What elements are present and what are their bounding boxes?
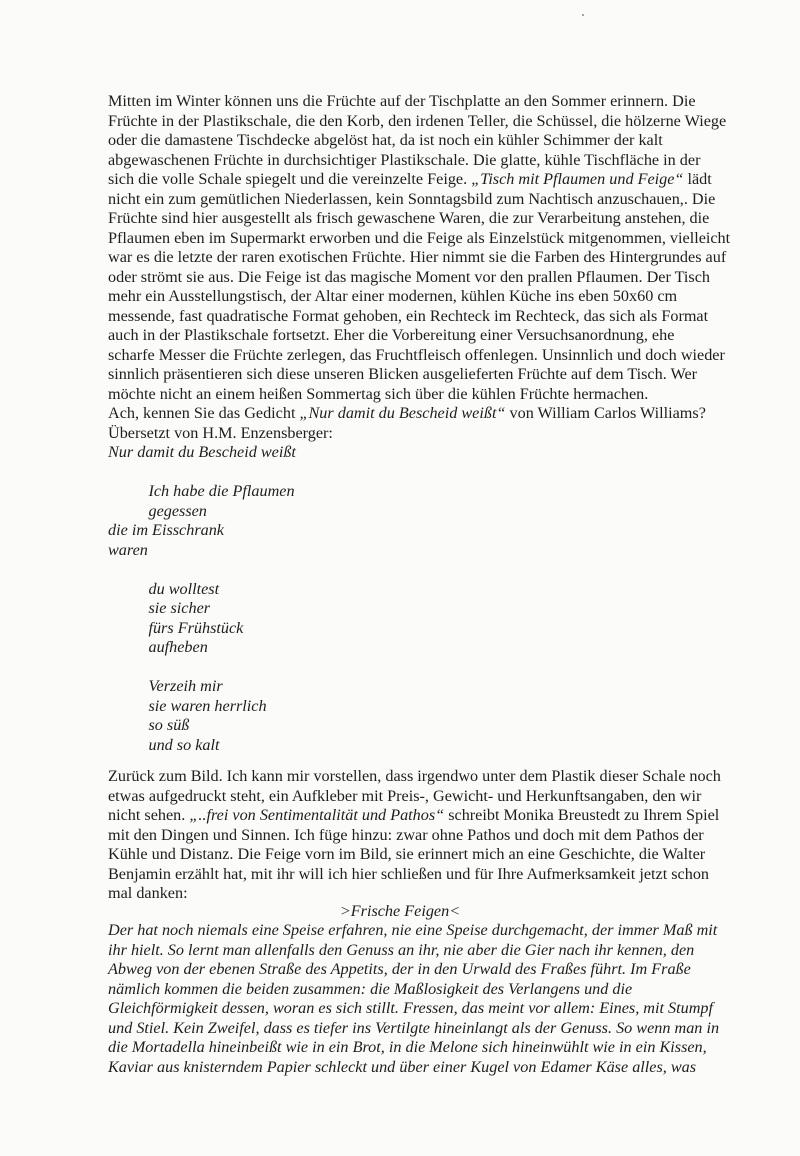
italic-title: „Tisch mit Pflaumen und Feige“: [471, 170, 684, 188]
poem: [108, 482, 508, 755]
quote-line: Kaviar aus knisterndem Papier schleckt und über einer Kugel von Edamer Käse alles, was: [108, 1057, 697, 1076]
poem-line: gegessen: [108, 501, 207, 520]
quote-line: die Mortadella hineinbeißt wie in ein Brot, in die Melone sich hineinwühlt wie in ein Kissen,: [108, 1038, 707, 1056]
quote-line: nämlich kommen die beiden zusammen: die Maßlosigkeit des Verlangens und die: [108, 979, 633, 998]
poem-line: sie waren herrlich: [108, 696, 267, 715]
poem-line: die im Eisschrank: [108, 521, 224, 539]
poem-line: und so kalt: [108, 735, 220, 754]
scan-speck: [582, 14, 584, 16]
text-segment: Ach, kennen Sie das Gedicht: [108, 404, 300, 422]
quote-line: Gleichförmigkeit dessen, woran es sich stillt. Fressen, das meint vor allem: Eines, mit Stumpf: [108, 999, 714, 1017]
stanza-break: [108, 658, 508, 678]
text-line: messende, fast quadratische Format gehoben, ein Rechteck im Rechteck, das sich als Format: [108, 306, 709, 325]
poem-line: du wolltest: [108, 579, 220, 598]
quote-line: Abweg von der ebenen Straße des Appetits, der in den Urwald des Fraßes führt. Im Fraße: [108, 960, 691, 978]
paragraph-intro: [108, 92, 758, 443]
poem-line: waren: [108, 540, 148, 559]
text-line: Kühle und Distanz. Die Feige vorn im Bild, sie erinnert mich an eine Geschichte, die Walter: [108, 845, 706, 863]
text-line: abgewaschenen Früchte in durchsichtiger Plastikschale. Die glatte, kühle Tischfläche in der: [108, 150, 701, 169]
text-segment: schreibt Monika Breustedt zu Ihrem Spiel: [444, 806, 720, 824]
text-line: nicht ein zum gemütlichen Niederlassen, kein Sonntagsbild zum Nachtisch anzuschauen,. Die: [108, 189, 716, 208]
text-line: auch in der Plastikschale fortsetzt. Eher die Vorbereitung einer Versuchsanordnung, ehe: [108, 326, 675, 344]
text-line: Übersetzt von H.M. Enzensberger:: [108, 423, 333, 442]
text-line: Früchte sind hier ausgestellt als frisch gewaschene Waren, die zur Verarbeitung anstehen, die: [108, 209, 710, 227]
text-line: [108, 404, 758, 424]
text-line: Zurück zum Bild. Ich kann mir vorstellen, dass irgendwo unter dem Plastik dieser Schale noch: [108, 767, 721, 785]
text-line: oder die damastene Tischdecke abgelöst hat, da ist noch ein kühler Schimmer der kalt: [108, 131, 663, 149]
quote-line: Der hat noch niemals eine Speise erfahren, nie eine Speise durchgemacht, der immer Maß mit: [108, 921, 718, 939]
text-line: scharfe Messer die Früchte zerlegen, das Fruchtfleisch offenlegen. Unsinnlich und doch wieder: [108, 345, 725, 364]
poem-title: Nur damit du Bescheid weißt: [108, 443, 296, 461]
text-line: Mitten im Winter können uns die Früchte auf der Tischplatte an den Sommer erinnern. Die: [108, 92, 696, 110]
text-line: Pflaumen eben im Supermarkt erworben und die Feige als Einzelstück mitgenommen, vielleicht: [108, 228, 731, 247]
quote-title: >Frische Feigen<: [339, 902, 461, 920]
text-line: mal danken:: [108, 884, 188, 902]
text-line: etwas aufgedruckt steht, ein Aufkleber mit Preis-, Gewicht- und Herkunftsangaben, den wir: [108, 786, 702, 805]
text-line: war es die letzte der raren exotischen Früchte. Hier nimmt sie die Farben des Hintergrundes auf: [108, 248, 727, 266]
text-line: mit den Dingen und Sinnen. Ich füge hinzu: zwar ohne Pathos und doch mit dem Pathos der: [108, 825, 704, 844]
poem-line: Verzeih mir: [108, 677, 223, 695]
text-line: [108, 806, 758, 826]
stanza-break: [108, 560, 508, 580]
poem-line: so süß: [108, 716, 190, 734]
italic-title: „Nur damit du Bescheid weißt“: [299, 404, 506, 422]
quote-line: und Stiel. Kein Zweifel, dass es tiefer ins Vertilgte hineinlangt als der Genuss. So wenn man in: [108, 1018, 720, 1037]
quote-line: ihr hielt. So lernt man allenfalls den Genuss an ihr, nie aber die Gier nach ihr kennen, den: [108, 940, 695, 959]
text-line: sinnlich präsentieren sich diese unseren Blicken ausgelieferten Früchte auf dem Tisch. Wer: [108, 365, 698, 383]
text-line: oder strömt sie aus. Die Feige ist das magische Moment vor den prallen Pflaumen. Der Tisch: [108, 267, 710, 286]
text-line: Benjamin erzählt hat, mit ihr will ich hier schließen und für Ihre Aufmerksamkeit jetzt schon: [108, 864, 710, 883]
poem-line: aufheben: [108, 638, 208, 656]
benjamin-quote: [108, 921, 758, 1077]
poem-line: sie sicher: [108, 599, 211, 617]
text-line: Früchte in der Plastikschale, die den Korb, den irdenen Teller, die Schüssel, die hölzerne Wiege: [108, 111, 727, 130]
text-segment: von William Carlos Williams?: [505, 404, 706, 422]
text-segment: lädt: [683, 170, 712, 188]
poem-line: Ich habe die Pflaumen: [108, 482, 295, 500]
paragraph-back-to-image: [108, 767, 758, 904]
text-segment: nicht sehen.: [108, 806, 190, 824]
text-line: mehr ein Ausstellungstisch, der Altar einer modernen, kühlen Küche ins eben 50x60 cm: [108, 287, 678, 305]
text-line: [108, 170, 758, 190]
poem-line: fürs Frühstück: [108, 618, 244, 637]
italic-title: „..frei von Sentimentalität und Pathos“: [189, 806, 445, 824]
text-line: möchte nicht an einem heißen Sommertag sich über die kühlen Früchte hermachen.: [108, 384, 649, 403]
text-segment: sich die volle Schale spiegelt und die vereinzelte Feige.: [108, 170, 472, 188]
